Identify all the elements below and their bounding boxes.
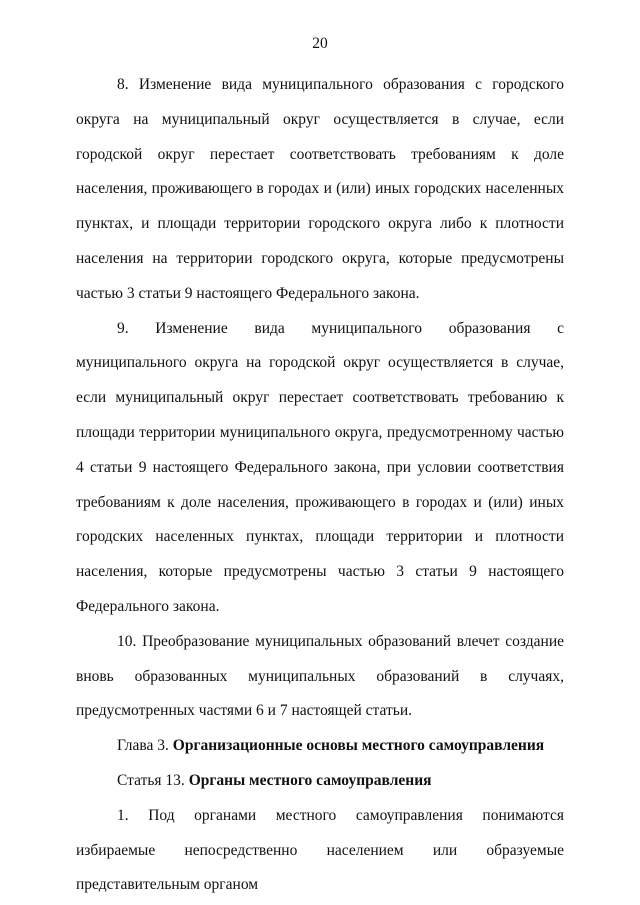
- article-13-paragraph-1: 1. Под органами местного самоуправления понимаются избираемые непосредственно населением или образуемые представительным органом: [76, 806, 564, 894]
- article-heading: [76, 764, 564, 799]
- paragraph-8: 8. Изменение вида муниципального образования с городского округа на муниципальный округ осуществляется в случае, если городской округ перестает соответствовать требованиям к доле населения, проживающего в городах и (или) иных городских населенных пунктах, и площади территории городского округа либо к плотности населения на территории городского округа, которые предусмотрены частью 3 статьи 9 настоящего Федерального закона.: [76, 76, 564, 302]
- article-title: Органы местного самоуправления: [188, 771, 432, 789]
- paragraph-9: 9. Изменение вида муниципального образования с муниципального округа на городской округ осуществляется в случае, если муниципальный округ перестает соответствовать требованию к площади территории муниципального округа, предусмотренному частью 4 статьи 9 настоящего Федерального закона, при условии соответствия требованиям к доле населения, проживающего в городах и (или) иных городских населенных пунктах, площади территории и плотности населения, которые предусмотрены частью 3 статьи 9 настоящего Федерального закона.: [76, 319, 564, 615]
- document-body: [76, 68, 564, 903]
- chapter-heading: [76, 729, 564, 764]
- paragraph-10: 10. Преобразование муниципальных образований влечет создание вновь образованных муниципальных образований в случаях, предусмотренных частями 6 и 7 настоящей статьи.: [76, 632, 564, 720]
- chapter-title: Организационные основы местного самоуправления: [172, 737, 545, 755]
- page-number: 20: [312, 35, 328, 52]
- chapter-prefix: Глава 3.: [117, 737, 173, 755]
- article-prefix: Статья 13.: [117, 771, 189, 789]
